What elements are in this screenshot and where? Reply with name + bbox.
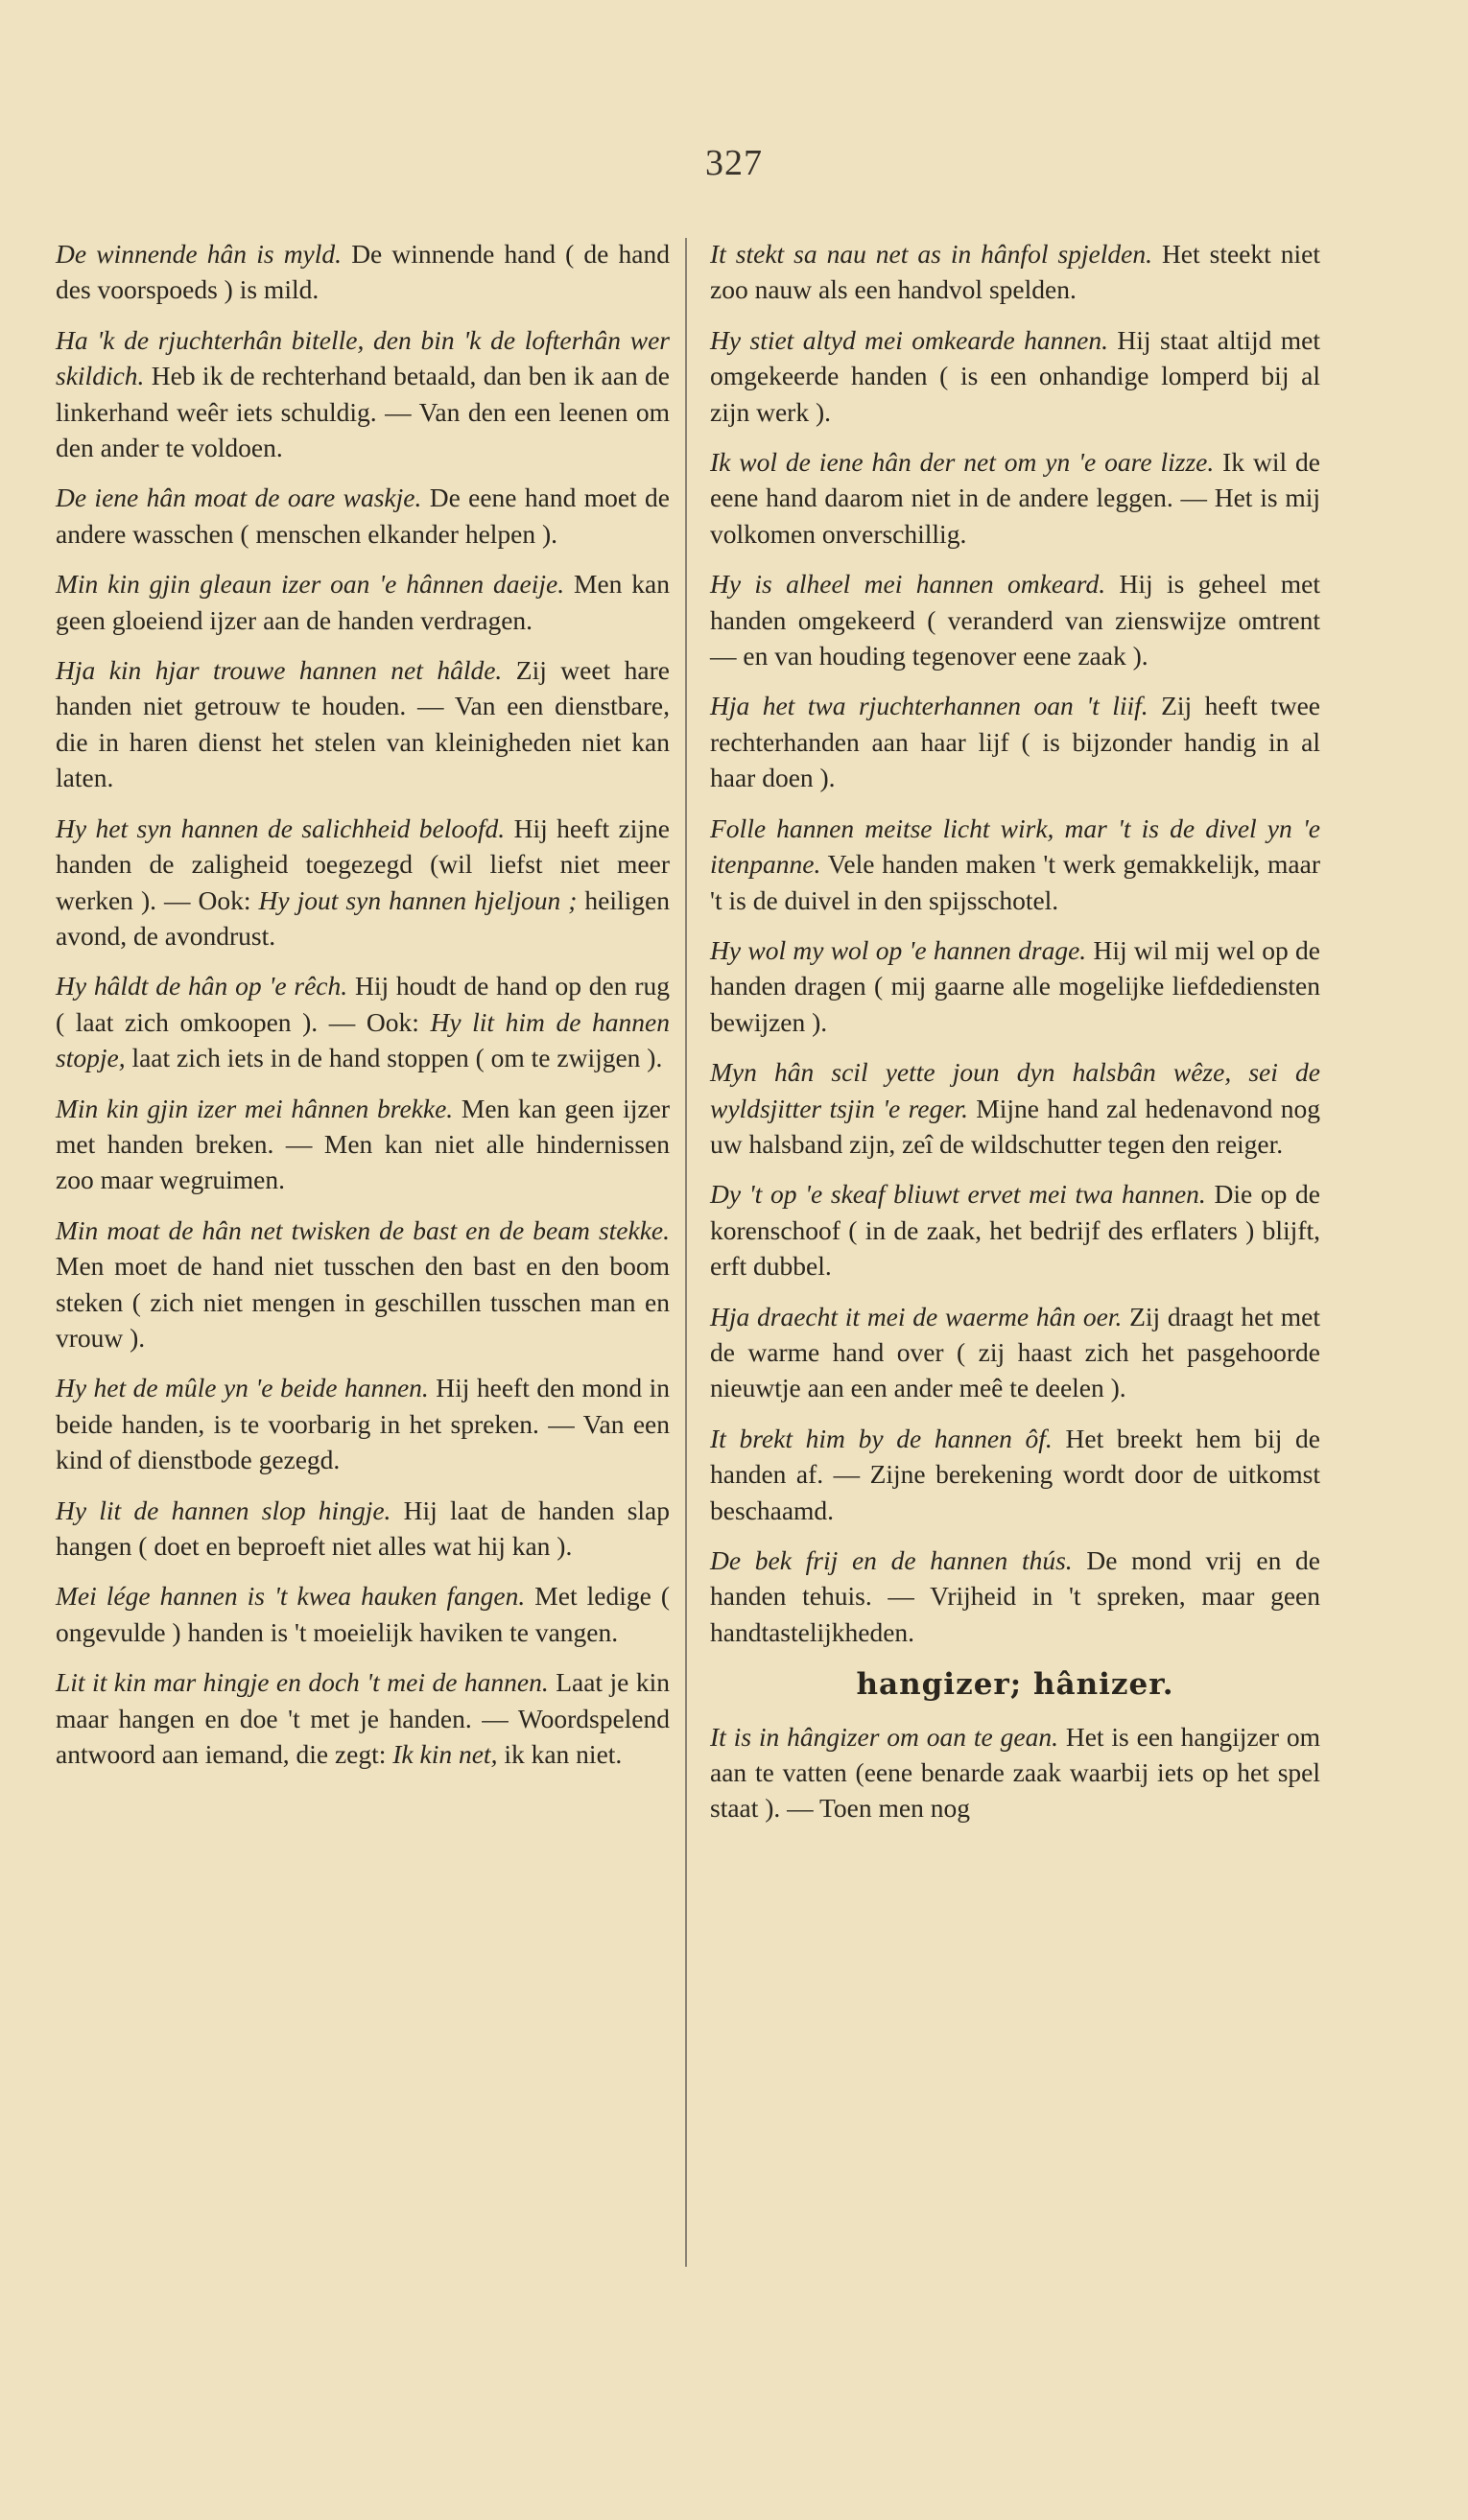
- entry: Hy hâldt de hân op 'e rêch. Hij houdt de hand op den rug ( laat zich omkoopen ). — Ook: Hy lit him de hannen stopje, laat zich iets in de hand stoppen ( om te zwijgen ).: [56, 971, 671, 1073]
- entry: Dy 't op 'e skeaf bliuwt ervet mei twa hannen. Die op de korenschoof ( in de zaak, het bedrijf des erflaters ) blijft, erft dubbel.: [710, 1179, 1320, 1282]
- entry: Hy wol my wol op 'e hannen drage. Hij wil mij wel op de handen dragen ( mij gaarne alle mogelijke liefdediensten bewijzen ).: [710, 934, 1320, 1037]
- section-heading: hangizer; hânizer.: [856, 1667, 1174, 1703]
- entry: Myn hân scil yette joun dyn halsbân wêze, sei de wyldsjitter tsjin 'e reger. Mijne hand zal hedenavond nog uw halsband zijn, zeî de wildschutter tegen den reiger.: [710, 1057, 1320, 1159]
- entry: Hja draecht it mei de waerme hân oer. Zij draagt het met de warme hand over ( zij haast zich het pasgehoorde nieuwtje aan een ander meê te deelen ).: [710, 1301, 1320, 1403]
- page-number: 327: [705, 143, 763, 183]
- entry: It stekt sa nau net as in hânfol spjelden. Het steekt niet zoo nauw als een handvol spelden.: [710, 239, 1320, 305]
- entry: Min kin gjin izer mei hânnen brekke. Men kan geen ijzer met handen breken. — Men kan niet alle hindernissen zoo maar wegruimen.: [56, 1093, 670, 1195]
- entry: Hy het syn hannen de salichheid beloofd. Hij heeft zijne handen de zaligheid toegezegd (wil liefst niet meer werken ). — Ook: Hy jout syn hannen hjeljoun ; heiligen avond, de avondrust.: [56, 813, 670, 951]
- entry: It is in hângizer om oan te gean. Het is een hangijzer om aan te vatten (eene benarde zaak waarbij iets op het spel staat ). — Toen men nog: [710, 1721, 1320, 1824]
- entry: Hy lit de hannen slop hingje. Hij laat de handen slap hangen ( doet en beproeft niet alles wat hij kan ).: [56, 1495, 671, 1561]
- entry: De bek frij en de hannen thús. De mond vrij en de handen tehuis. — Vrijheid in 't spreken, maar geen handtastelijkheden.: [710, 1545, 1321, 1647]
- entry: Mei lége hannen is 't kwea hauken fangen. Met ledige ( ongevulde ) handen is 't moeielijk haviken te vangen.: [56, 1581, 670, 1647]
- right-column: [710, 236, 1320, 1841]
- entry: Min moat de hân net twisken de bast en de beam stekke. Men moet de hand niet tusschen den bast en den boom steken ( zich niet mengen in geschillen tusschen man en vrouw ).: [56, 1214, 670, 1353]
- entry: Hja het twa rjuchterhannen oan 't liif. Zij heeft twee rechterhanden aan haar lijf ( is bijzonder handig in al haar doen ).: [710, 691, 1321, 793]
- entry: De winnende hân is myld. De winnende hand ( de hand des voorspoeds ) is mild.: [56, 239, 670, 305]
- entry: Hy het de mûle yn 'e beide hannen. Hij heeft den mond in beide handen, is te voorbarig in het spreken. — Van een kind of dienstbode gezegd.: [56, 1373, 671, 1475]
- entry: Min kin gjin gleaun izer oan 'e hânnen daeije. Men kan geen gloeiend ijzer aan de handen verdragen.: [56, 569, 670, 635]
- entry: Folle hannen meitse licht wirk, mar 't is de divel yn 'e itenpanne. Vele handen maken 't werk gemakkelijk, maar 't is de duivel in den spijsschotel.: [710, 813, 1320, 915]
- entry: De iene hân moat de oare waskje. De eene hand moet de andere wasschen ( menschen elkander helpen ).: [56, 483, 670, 549]
- entry: Hy is alheel mei hannen omkeard. Hij is geheel met handen omgekeerd ( veranderd van zienswijze omtrent — en van houding tegenover eene zaak ).: [710, 569, 1320, 671]
- entry: Lit it kin mar hingje en doch 't mei de hannen. Laat je kin maar hangen en doe 't met je handen. — Woordspelend antwoord aan iemand, die zegt: Ik kin net, ik kan niet.: [56, 1667, 670, 1770]
- entry: Ik wol de iene hân der net om yn 'e oare lizze. Ik wil de eene hand daarom niet in de andere leggen. — Het is mij volkomen onverschillig.: [710, 447, 1320, 549]
- entry: Hja kin hjar trouwe hannen net hâlde. Zij weet hare handen niet getrouw te houden. — Van een dienstbare, die in haren dienst het stelen van kleinigheden niet kan laten.: [56, 655, 670, 793]
- left-column: [56, 236, 670, 1786]
- entry: Ha 'k de rjuchterhân bitelle, den bin 'k de lofterhân wer skildich. Heb ik de rechterhand betaald, dan ben ik aan de linkerhand weêr iets schuldig. — Van den een leenen om den ander te voldoen.: [56, 324, 670, 463]
- entry: Hy stiet altyd mei omkearde hannen. Hij staat altijd met omgekeerde handen ( is een onhandige lomperd bij al zijn werk ).: [710, 324, 1320, 427]
- column-divider: [685, 238, 687, 2267]
- entry: It brekt him by de hannen ôf. Het breekt hem bij de handen af. — Zijne berekening wordt door de uitkomst beschaamd.: [710, 1423, 1321, 1525]
